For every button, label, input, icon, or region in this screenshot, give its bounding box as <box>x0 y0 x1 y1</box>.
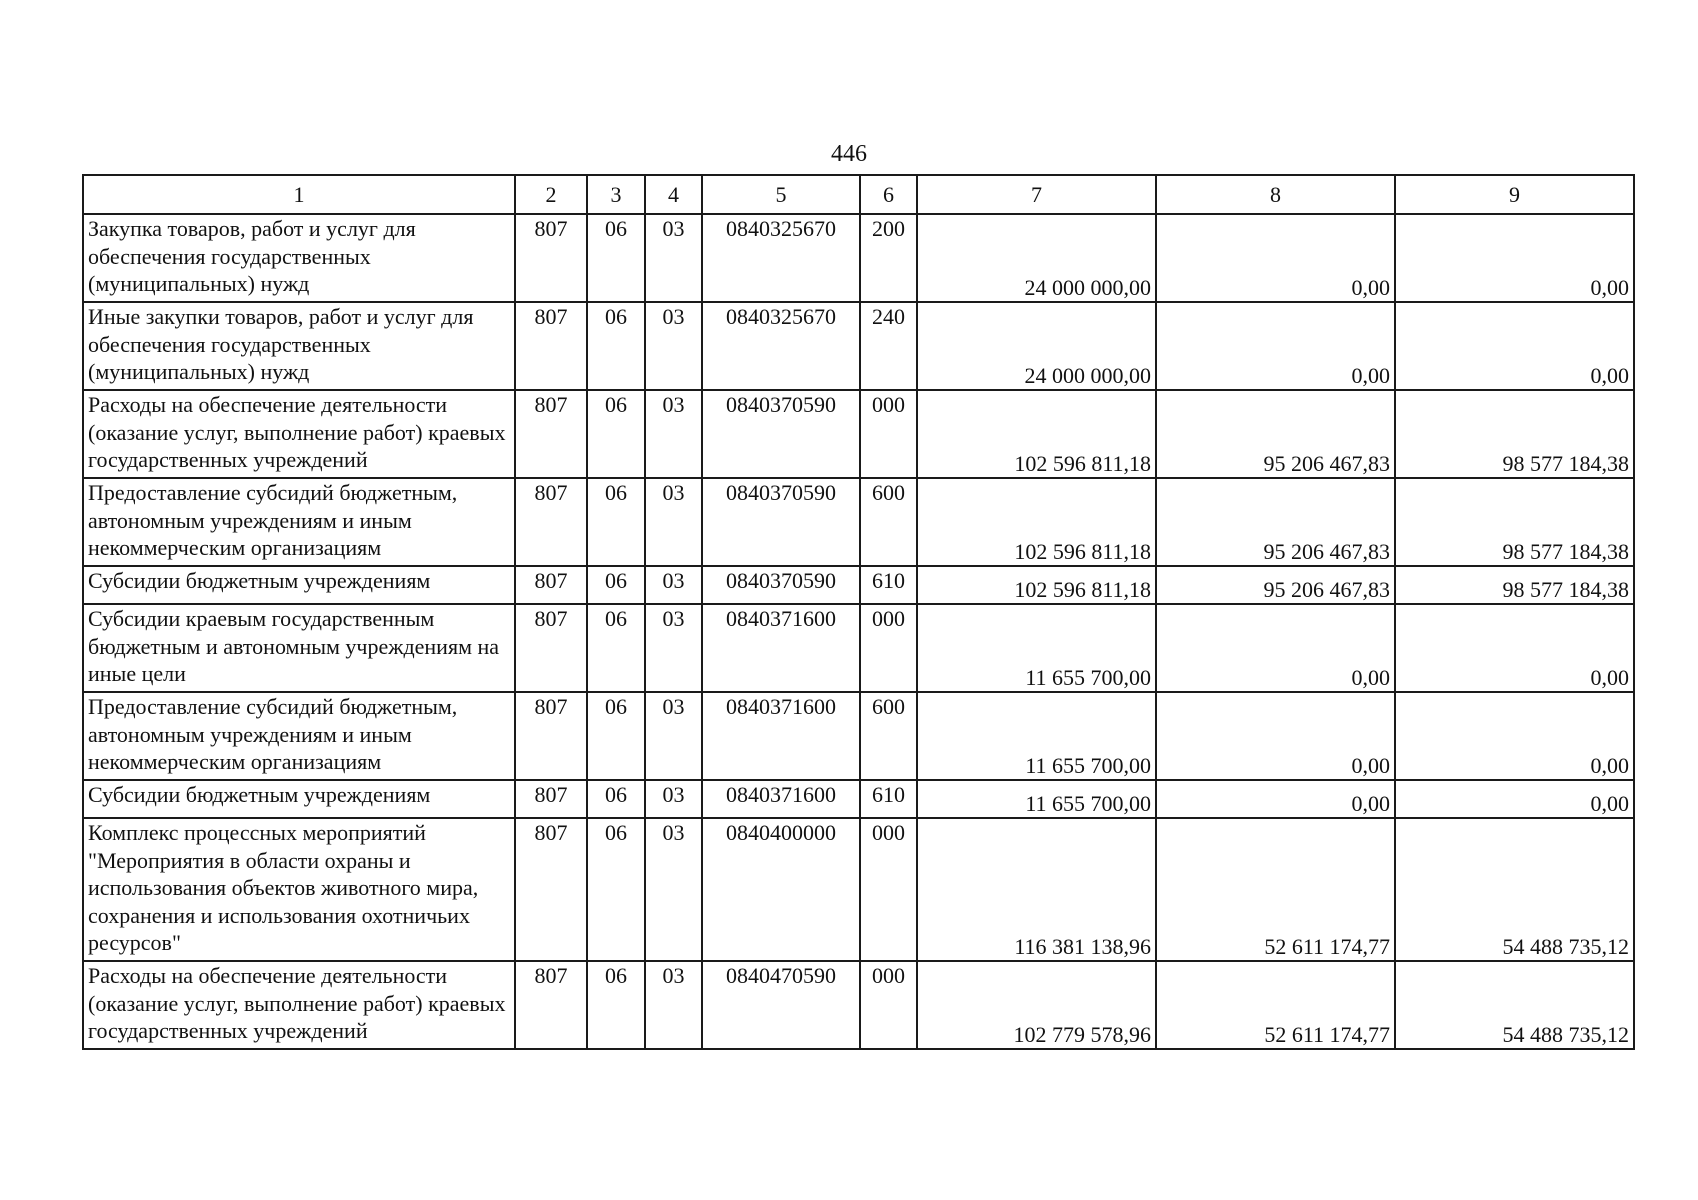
row-sum1-cell: 24 000 000,00 <box>917 302 1156 390</box>
row-podr-cell: 03 <box>645 302 702 390</box>
row-name-cell: Иные закупки товаров, работ и услуг для обеспечения государственных (муниципальных) нужд <box>83 302 515 390</box>
row-adm-cell: 807 <box>515 780 587 818</box>
row-sum2-cell: 0,00 <box>1156 780 1395 818</box>
row-name-cell: Расходы на обеспечение деятельности (оказание услуг, выполнение работ) краевых государственных учреждений <box>83 390 515 478</box>
row-csr-cell: 0840370590 <box>702 566 860 604</box>
header-cell: 5 <box>702 175 860 214</box>
row-sum1-cell: 102 596 811,18 <box>917 478 1156 566</box>
row-vr-cell: 610 <box>860 566 917 604</box>
row-vr-cell: 000 <box>860 390 917 478</box>
row-adm-cell: 807 <box>515 566 587 604</box>
row-podr-cell: 03 <box>645 214 702 302</box>
row-sum1-cell: 11 655 700,00 <box>917 604 1156 692</box>
row-csr-cell: 0840325670 <box>702 214 860 302</box>
row-razd-cell: 06 <box>587 390 645 478</box>
row-razd-cell: 06 <box>587 961 645 1049</box>
table-row <box>83 390 1634 478</box>
row-csr-cell: 0840371600 <box>702 692 860 780</box>
row-sum1-cell: 102 779 578,96 <box>917 961 1156 1049</box>
header-cell: 7 <box>917 175 1156 214</box>
row-adm-cell: 807 <box>515 214 587 302</box>
row-adm-cell: 807 <box>515 604 587 692</box>
row-adm-cell: 807 <box>515 390 587 478</box>
row-name-cell: Комплекс процессных мероприятий "Мероприятия в области охраны и использования объектов животного мира, сохранения и использования охотничьих ресурсов" <box>83 818 515 961</box>
row-name-cell: Предоставление субсидий бюджетным, автономным учреждениям и иным некоммерческим организациям <box>83 478 515 566</box>
row-podr-cell: 03 <box>645 604 702 692</box>
table-row <box>83 478 1634 566</box>
row-podr-cell: 03 <box>645 780 702 818</box>
table-row <box>83 302 1634 390</box>
row-sum3-cell: 54 488 735,12 <box>1395 818 1634 961</box>
row-sum2-cell: 95 206 467,83 <box>1156 390 1395 478</box>
row-vr-cell: 600 <box>860 478 917 566</box>
row-sum1-cell: 102 596 811,18 <box>917 566 1156 604</box>
row-sum3-cell: 98 577 184,38 <box>1395 566 1634 604</box>
row-sum3-cell: 0,00 <box>1395 604 1634 692</box>
header-cell: 3 <box>587 175 645 214</box>
row-adm-cell: 807 <box>515 818 587 961</box>
row-csr-cell: 0840370590 <box>702 390 860 478</box>
row-sum3-cell: 98 577 184,38 <box>1395 478 1634 566</box>
row-sum2-cell: 95 206 467,83 <box>1156 566 1395 604</box>
row-name-cell: Субсидии бюджетным учреждениям <box>83 566 515 604</box>
row-sum3-cell: 0,00 <box>1395 692 1634 780</box>
header-cell: 9 <box>1395 175 1634 214</box>
row-podr-cell: 03 <box>645 566 702 604</box>
header-cell: 4 <box>645 175 702 214</box>
header-cell: 6 <box>860 175 917 214</box>
row-razd-cell: 06 <box>587 302 645 390</box>
row-csr-cell: 0840371600 <box>702 780 860 818</box>
row-razd-cell: 06 <box>587 780 645 818</box>
row-sum1-cell: 11 655 700,00 <box>917 780 1156 818</box>
row-sum3-cell: 54 488 735,12 <box>1395 961 1634 1049</box>
row-sum3-cell: 0,00 <box>1395 302 1634 390</box>
table-row <box>83 214 1634 302</box>
table-row <box>83 604 1634 692</box>
row-razd-cell: 06 <box>587 604 645 692</box>
row-razd-cell: 06 <box>587 692 645 780</box>
row-sum1-cell: 24 000 000,00 <box>917 214 1156 302</box>
table-row <box>83 818 1634 961</box>
row-razd-cell: 06 <box>587 214 645 302</box>
row-adm-cell: 807 <box>515 961 587 1049</box>
row-vr-cell: 200 <box>860 214 917 302</box>
row-vr-cell: 000 <box>860 961 917 1049</box>
row-csr-cell: 0840470590 <box>702 961 860 1049</box>
row-csr-cell: 0840371600 <box>702 604 860 692</box>
header-cell: 8 <box>1156 175 1395 214</box>
row-sum3-cell: 0,00 <box>1395 780 1634 818</box>
row-vr-cell: 000 <box>860 604 917 692</box>
row-adm-cell: 807 <box>515 478 587 566</box>
row-name-cell: Расходы на обеспечение деятельности (оказание услуг, выполнение работ) краевых государственных учреждений <box>83 961 515 1049</box>
row-sum2-cell: 52 611 174,77 <box>1156 818 1395 961</box>
row-sum2-cell: 0,00 <box>1156 302 1395 390</box>
row-podr-cell: 03 <box>645 390 702 478</box>
row-podr-cell: 03 <box>645 478 702 566</box>
header-row <box>83 175 1634 214</box>
row-csr-cell: 0840400000 <box>702 818 860 961</box>
row-vr-cell: 240 <box>860 302 917 390</box>
row-vr-cell: 000 <box>860 818 917 961</box>
row-podr-cell: 03 <box>645 961 702 1049</box>
budget-table <box>82 174 1635 1050</box>
row-sum3-cell: 98 577 184,38 <box>1395 390 1634 478</box>
row-sum1-cell: 116 381 138,96 <box>917 818 1156 961</box>
row-csr-cell: 0840370590 <box>702 478 860 566</box>
table-row <box>83 961 1634 1049</box>
row-name-cell: Предоставление субсидий бюджетным, автономным учреждениям и иным некоммерческим организациям <box>83 692 515 780</box>
row-sum3-cell: 0,00 <box>1395 214 1634 302</box>
row-podr-cell: 03 <box>645 692 702 780</box>
row-name-cell: Закупка товаров, работ и услуг для обеспечения государственных (муниципальных) нужд <box>83 214 515 302</box>
page-number: 446 <box>831 141 867 167</box>
row-adm-cell: 807 <box>515 302 587 390</box>
row-sum2-cell: 0,00 <box>1156 604 1395 692</box>
row-razd-cell: 06 <box>587 478 645 566</box>
table-row <box>83 780 1634 818</box>
header-cell: 2 <box>515 175 587 214</box>
row-razd-cell: 06 <box>587 818 645 961</box>
row-sum2-cell: 52 611 174,77 <box>1156 961 1395 1049</box>
row-name-cell: Субсидии краевым государственным бюджетным и автономным учреждениям на иные цели <box>83 604 515 692</box>
row-adm-cell: 807 <box>515 692 587 780</box>
row-name-cell: Субсидии бюджетным учреждениям <box>83 780 515 818</box>
row-podr-cell: 03 <box>645 818 702 961</box>
row-sum1-cell: 11 655 700,00 <box>917 692 1156 780</box>
table-row <box>83 566 1634 604</box>
header-cell: 1 <box>83 175 515 214</box>
row-sum1-cell: 102 596 811,18 <box>917 390 1156 478</box>
row-sum2-cell: 0,00 <box>1156 692 1395 780</box>
row-sum2-cell: 0,00 <box>1156 214 1395 302</box>
row-vr-cell: 610 <box>860 780 917 818</box>
row-vr-cell: 600 <box>860 692 917 780</box>
table-row <box>83 692 1634 780</box>
row-razd-cell: 06 <box>587 566 645 604</box>
row-sum2-cell: 95 206 467,83 <box>1156 478 1395 566</box>
row-csr-cell: 0840325670 <box>702 302 860 390</box>
